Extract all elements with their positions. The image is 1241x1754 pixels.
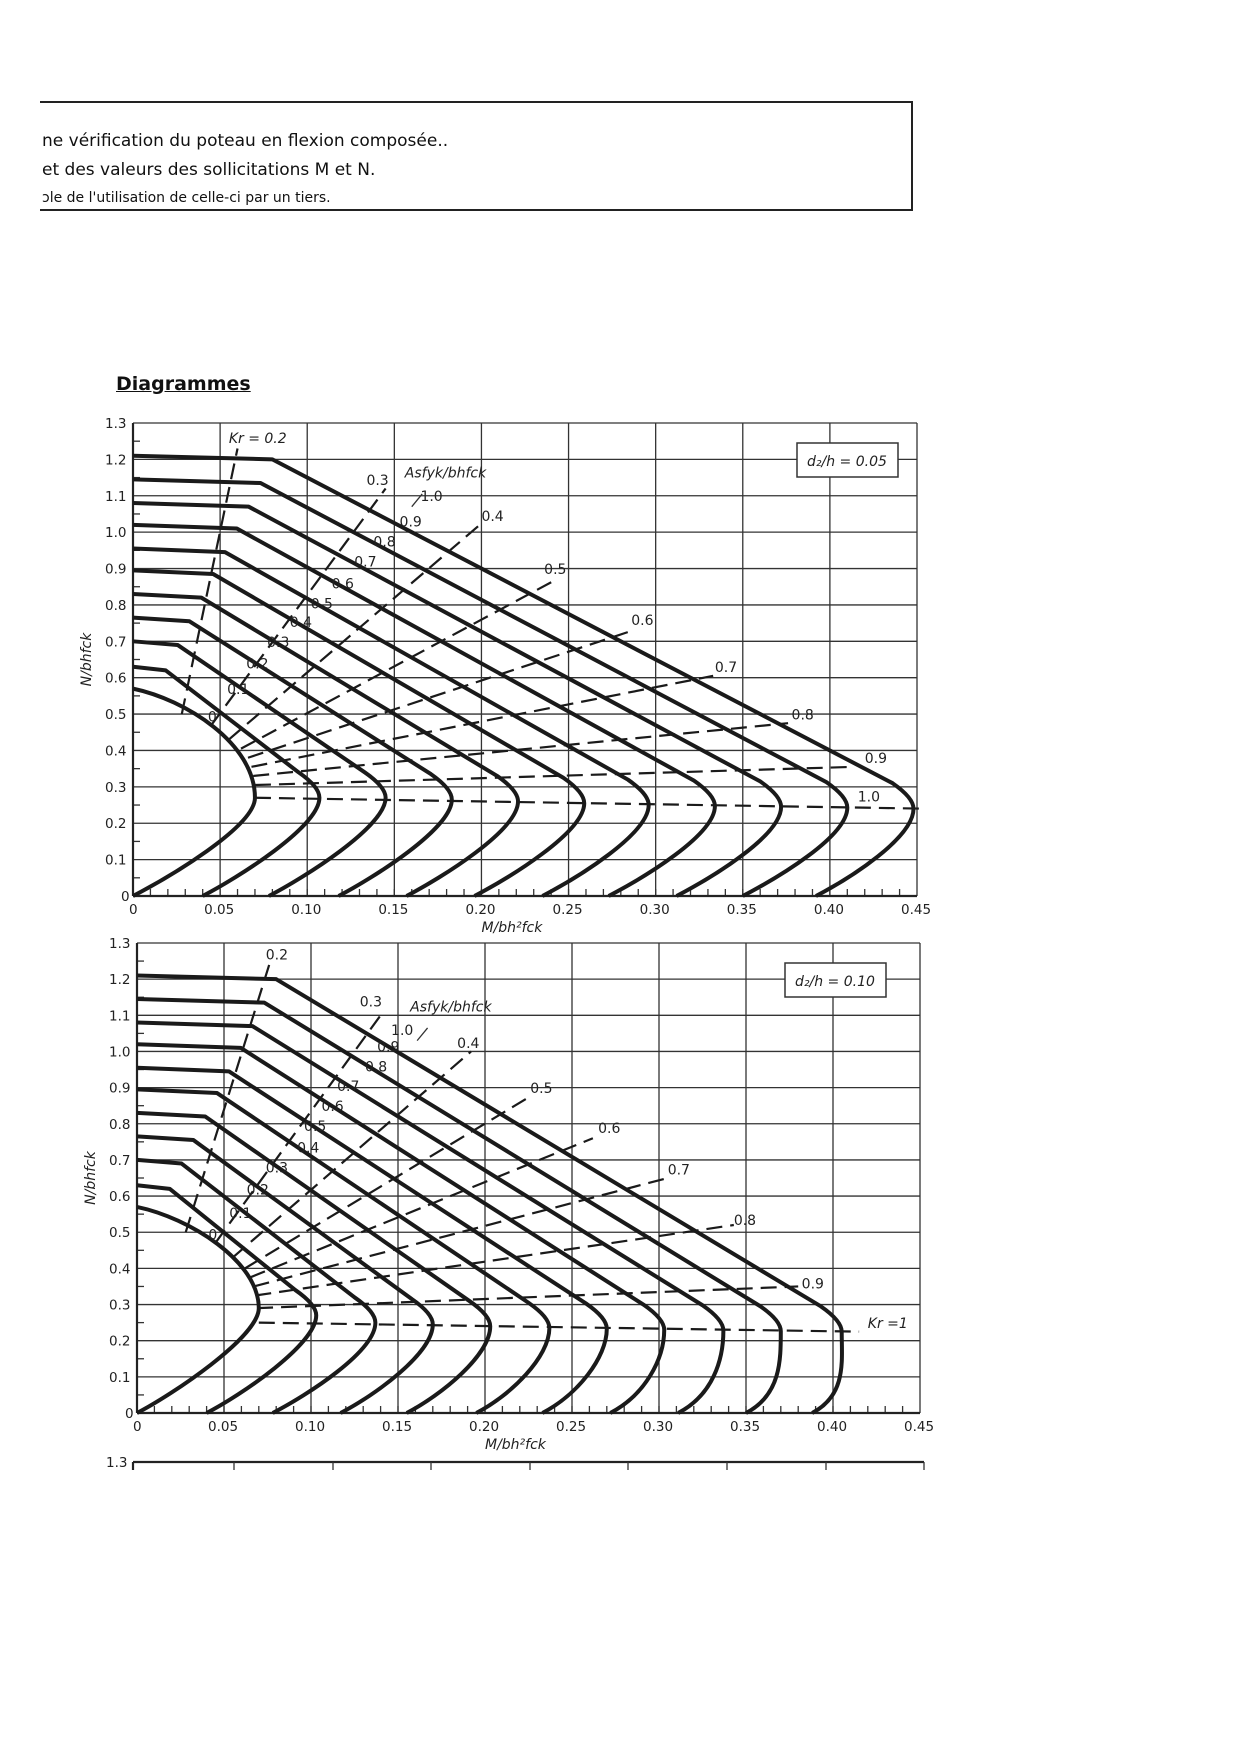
x-tick-label: 0.25 xyxy=(556,1419,587,1435)
section-title: Diagrammes xyxy=(116,373,251,395)
kr-label: 0.4 xyxy=(481,509,504,526)
curve-label: 0.5 xyxy=(304,1119,327,1135)
y-tick-label: 1.2 xyxy=(105,452,127,469)
x-tick-label: 0.30 xyxy=(639,902,670,918)
kr-label: 0.7 xyxy=(714,660,738,677)
curve-label: 0.8 xyxy=(364,1059,388,1076)
x-tick-label: 0.40 xyxy=(817,1419,848,1435)
family-label: Asfyk/bhfck xyxy=(404,465,487,482)
x-tick-label: 0.15 xyxy=(378,902,409,918)
y-tick-label: 0.8 xyxy=(109,1116,131,1133)
x-tick-label: 0.10 xyxy=(291,902,322,918)
x-tick-label: 0 xyxy=(129,902,138,918)
curve-label: 0 xyxy=(208,1227,218,1244)
y-tick-label: 0.3 xyxy=(109,1297,131,1314)
curve-label: 0.1 xyxy=(229,1205,252,1222)
y-tick-label: 1.1 xyxy=(105,488,127,505)
x-tick-label: 0.25 xyxy=(552,902,583,918)
x-tick-label: 0.05 xyxy=(208,1419,239,1435)
y-axis-title: N/bhfck xyxy=(79,632,95,687)
x-tick-label: 0.20 xyxy=(465,902,496,918)
y-tick-label: 0.3 xyxy=(105,779,127,796)
curve-label: 0.9 xyxy=(377,1039,400,1056)
x-tick-label: 0.15 xyxy=(382,1419,413,1435)
y-tick-label: 0.6 xyxy=(105,670,127,687)
x-tick-label: 0.05 xyxy=(204,902,235,918)
kr-label: Kr =1 xyxy=(867,1316,908,1333)
x-tick-label: 0.10 xyxy=(295,1419,326,1435)
x-tick-label: 0.35 xyxy=(730,1419,761,1435)
y-axis-title: N/bhfck xyxy=(83,1151,99,1205)
notice-line-1: ne vérification du poteau en flexion composée.. xyxy=(42,131,449,151)
x-axis-title: M/bh²fck xyxy=(485,1437,546,1453)
kr-label: 1.0 xyxy=(857,789,881,806)
kr-label: 0.5 xyxy=(544,561,567,578)
curve-label: 0.8 xyxy=(373,534,396,551)
y-tick-label: 0 xyxy=(125,1406,134,1422)
y-tick-label: 0 xyxy=(121,889,130,905)
notice-line-3: ɔle de l'utilisation de celle-ci par un tiers. xyxy=(42,190,331,206)
curve-label: 0.1 xyxy=(227,682,250,699)
parameter-box-label: d₂/h = 0.05 xyxy=(807,454,887,470)
kr-label: 0.3 xyxy=(366,472,389,489)
y-tick-label: 0.6 xyxy=(109,1189,131,1206)
curve-label: 0.4 xyxy=(297,1140,320,1157)
kr-label: 0.2 xyxy=(265,947,289,964)
y-tick-label: 0.4 xyxy=(105,743,127,760)
curve-label: 0.9 xyxy=(399,514,422,531)
kr-label: 0.3 xyxy=(359,994,382,1011)
kr-label: 0.7 xyxy=(667,1162,690,1179)
curve-label: 1.0 xyxy=(391,1023,414,1040)
curve-label: 0.6 xyxy=(321,1099,344,1116)
y-tick-label: 0.5 xyxy=(105,707,127,724)
x-tick-label: 0.20 xyxy=(469,1419,500,1435)
y-tick-label: 0.1 xyxy=(109,1369,131,1386)
curve-label: 0.7 xyxy=(337,1079,360,1096)
y-tick-label: 0.9 xyxy=(105,561,127,578)
y-tick-label: 0.2 xyxy=(105,816,127,833)
y-tick-label: 1.0 xyxy=(109,1044,131,1061)
y-tick-label: 0.2 xyxy=(109,1333,131,1350)
curve-label: 0.4 xyxy=(289,614,313,631)
y-tick-label: 1.0 xyxy=(105,525,127,542)
y-tick-label: 1.3 xyxy=(109,936,131,952)
curve-label: 1.0 xyxy=(420,489,443,506)
x-tick-label: 0.45 xyxy=(901,902,932,918)
y-tick-label: 0.4 xyxy=(109,1261,131,1278)
curve-label: 0.2 xyxy=(246,1182,269,1199)
x-axis-title: M/bh²fck xyxy=(481,920,543,936)
curve-label: 0.7 xyxy=(354,554,377,571)
x-tick-label: 0.35 xyxy=(726,902,757,918)
kr-label: 0.8 xyxy=(733,1213,757,1229)
kr-label: 0.9 xyxy=(864,751,887,768)
kr-label: 0.5 xyxy=(530,1081,553,1098)
y-tick-label: 0.1 xyxy=(105,852,127,869)
y-tick-label: 0.8 xyxy=(105,597,127,614)
y-tick-label: 1.3 xyxy=(105,416,127,432)
x-tick-label: 0.40 xyxy=(813,902,844,918)
curve-label: 0.2 xyxy=(246,656,269,673)
y-tick-label: 1.2 xyxy=(109,972,131,989)
curve-label: 0 xyxy=(207,709,217,726)
y-tick-label: 0.9 xyxy=(109,1080,131,1097)
kr-label: Kr = 0.2 xyxy=(228,431,287,448)
kr-label: 0.6 xyxy=(598,1120,621,1137)
y-tick-label: 1.3 xyxy=(106,1455,128,1471)
family-label: Asfyk/bhfck xyxy=(410,999,492,1016)
kr-label: 0.9 xyxy=(801,1276,824,1293)
y-tick-label: 0.5 xyxy=(109,1225,131,1242)
kr-label: 0.4 xyxy=(457,1035,480,1052)
chart-partial-top xyxy=(106,1455,924,1471)
curve-label: 0.6 xyxy=(331,576,354,593)
x-tick-label: 0 xyxy=(133,1419,142,1435)
kr-label: 0.8 xyxy=(791,707,814,724)
y-tick-label: 0.7 xyxy=(109,1152,131,1169)
kr-label: 0.6 xyxy=(631,612,654,629)
parameter-box-label: d₂/h = 0.10 xyxy=(795,974,875,990)
curve-label: 0.5 xyxy=(310,596,333,613)
x-tick-label: 0.30 xyxy=(643,1419,674,1435)
y-tick-label: 1.1 xyxy=(109,1008,131,1025)
curve-label: 0.3 xyxy=(265,1160,289,1177)
notice-line-2: et des valeurs des sollicitations M et N. xyxy=(42,160,376,180)
curve-label: 0.3 xyxy=(267,634,290,651)
y-tick-label: 0.7 xyxy=(105,634,127,651)
x-tick-label: 0.45 xyxy=(904,1419,935,1435)
